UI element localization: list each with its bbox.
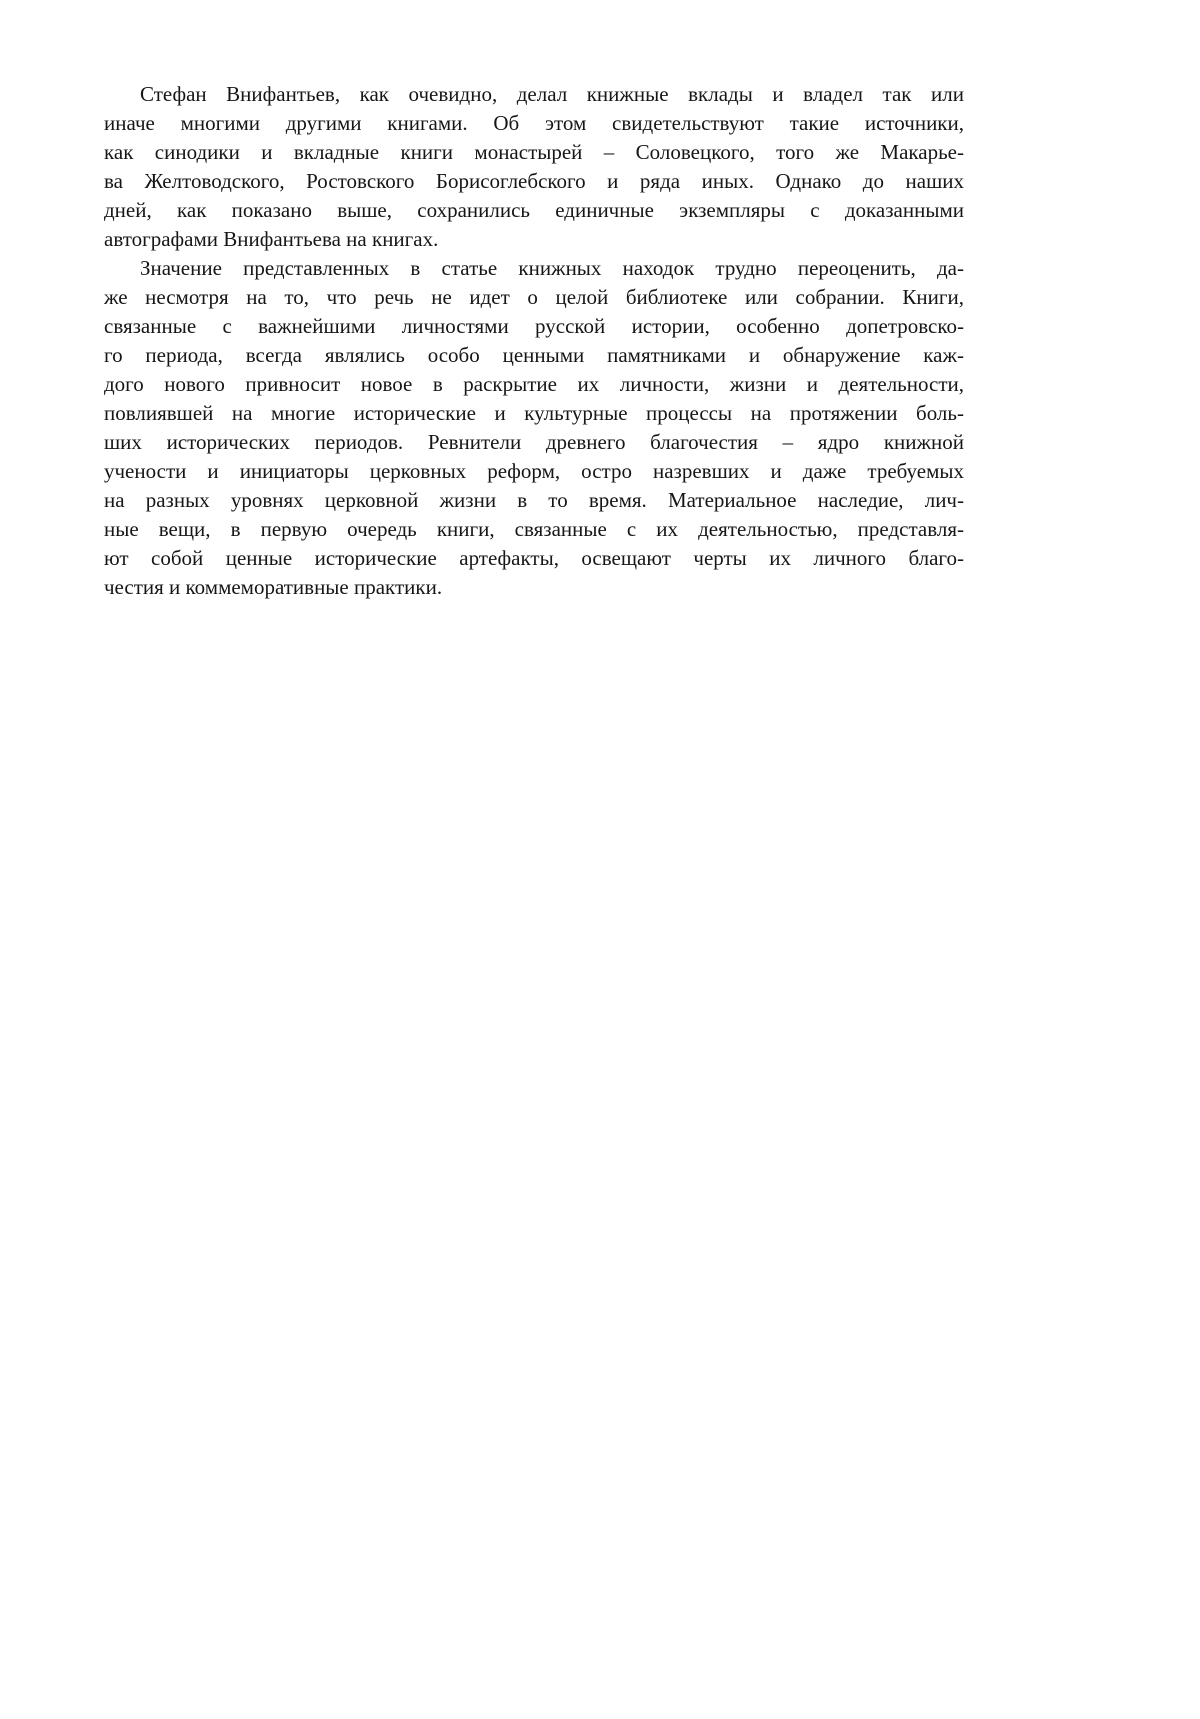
text-line: го периода, всегда являлись особо ценными памятниками и обнаружение каж-: [104, 343, 964, 367]
paragraph: [104, 254, 964, 602]
text-line: честия и коммеморативные практики.: [104, 575, 443, 599]
text-line: ные вещи, в первую очередь книги, связанные с их деятельностью, представля-: [104, 517, 964, 541]
text-line: иначе многими другими книгами. Об этом свидетельствуют такие источники,: [104, 111, 964, 135]
text-line: на разных уровнях церковной жизни в то время. Материальное наследие, лич-: [104, 488, 964, 512]
text-line: дого нового привносит новое в раскрытие их личности, жизни и деятельности,: [104, 372, 964, 396]
text-line: связанные с важнейшими личностями русской истории, особенно допетровско-: [104, 314, 964, 338]
text-line: же несмотря на то, что речь не идет о целой библиотеке или собрании. Книги,: [104, 285, 964, 309]
text-line: Стефан Внифантьев, как очевидно, делал книжные вклады и владел так или: [140, 82, 964, 106]
text-line: как синодики и вкладные книги монастырей – Соловецкого, того же Макарье-: [104, 140, 964, 164]
text-line: ва Желтоводского, Ростовского Борисоглебского и ряда иных. Однако до наших: [104, 169, 964, 193]
text-line: ют собой ценные исторические артефакты, освещают черты их личного благо-: [104, 546, 964, 570]
text-line: автографами Внифантьева на книгах.: [104, 227, 439, 251]
text-line: повлиявшей на многие исторические и культурные процессы на протяжении боль-: [104, 401, 964, 425]
text-line: ших исторических периодов. Ревнители древнего благочестия – ядро книжной: [104, 430, 964, 454]
paragraph: [104, 80, 964, 254]
text-line: дней, как показано выше, сохранились единичные экземпляры с доказанными: [104, 198, 964, 222]
text-line: Значение представленных в статье книжных находок трудно переоценить, да-: [140, 256, 964, 280]
text-block: [104, 80, 964, 602]
text-line: учености и инициаторы церковных реформ, остро назревших и даже требуемых: [104, 459, 964, 483]
